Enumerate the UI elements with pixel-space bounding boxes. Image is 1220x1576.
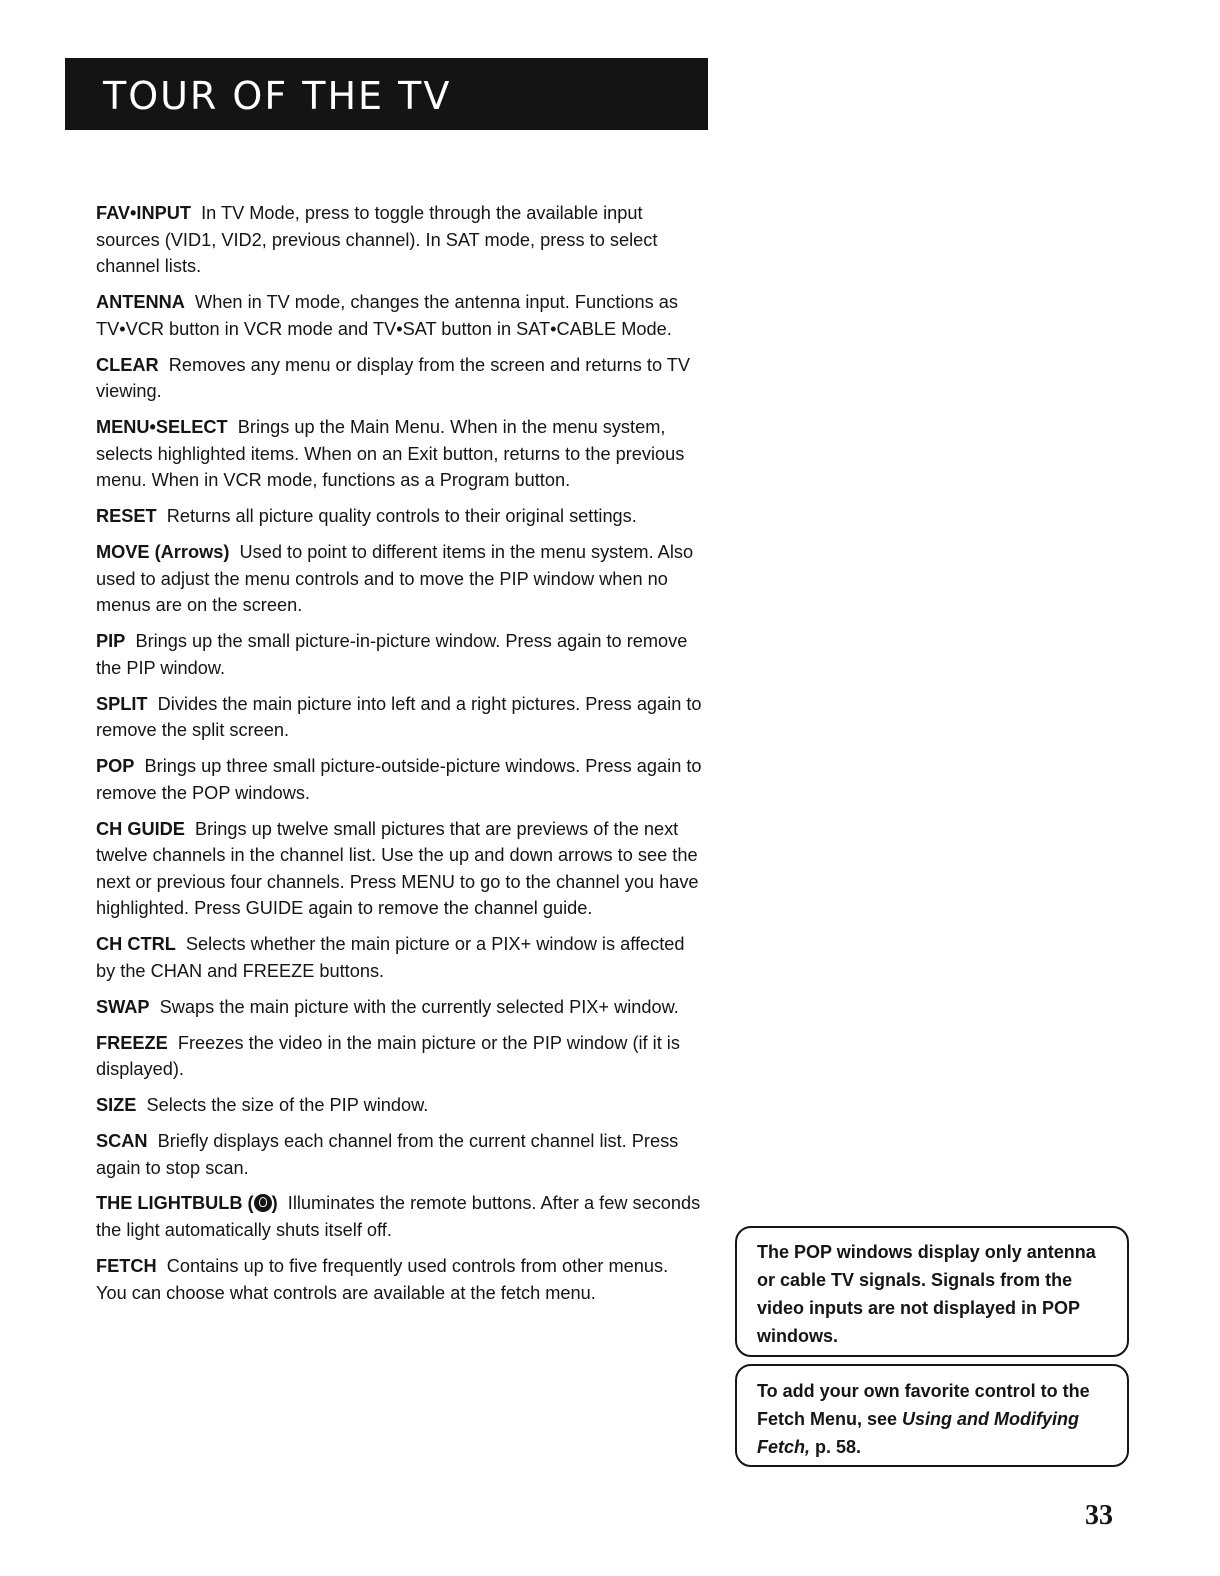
entry-term: ANTENNA [96,292,185,313]
entry-term: MENU•SELECT [96,417,228,438]
entry-text: Brings up the Main Menu. When in the menu system, selects highlighted items. When on an Exit button, returns to the previous menu. When in VCR mode, functions as a Program button. [96,417,685,491]
entry-pip [96,628,702,681]
entry-term-close: ) [271,1193,278,1214]
header-bar [65,58,708,130]
fetch-note-box [735,1364,1129,1467]
entry-text: Brings up the small picture-in-picture window. Press again to remove the PIP window. [96,631,688,678]
entry-text: Used to point to different items in the menu system. Also used to adjust the menu controls and to move the PIP window when no menus are on the screen. [96,542,694,616]
entry-term: SWAP [96,996,150,1017]
entry-term: THE LIGHTBULB ( [96,1193,254,1214]
entry-text: Contains up to five frequently used controls from other menus. You can choose what controls are available at the fetch menu. [96,1255,669,1303]
fetch-note-prefix: To add your own favorite control to the Fetch Menu, see [757,1381,1090,1429]
entry-antenna [96,289,702,342]
entry-text: Brings up twelve small pictures that are previews of the next twelve channels in the channel list. Use the up and down arrows to see the next or previous four channels. Press MENU to go to the channel you have highlighted. Press GUIDE again to remove the channel guide. [96,818,699,919]
entry-move [96,539,702,619]
entry-scan [96,1128,702,1181]
entry-term: FETCH [96,1255,157,1276]
entry-term: SCAN [96,1130,148,1151]
entry-reset [96,503,702,530]
entry-clear [96,352,702,405]
entry-text: Divides the main picture into left and a right pictures. Press again to remove the split screen. [96,693,702,741]
pop-note-box [735,1226,1129,1357]
entry-text: In TV Mode, press to toggle through the available input sources (VID1, VID2, previous channel). In SAT mode, press to select channel lists. [96,203,658,277]
entry-term: SPLIT [96,693,148,714]
entry-term: POP [96,756,135,777]
entry-text: Selects the size of the PIP window. [146,1095,429,1116]
entry-fav-input [96,200,702,280]
entry-split [96,691,702,744]
entry-text: Swaps the main picture with the currently selected PIX+ window. [159,996,679,1017]
entry-term: FAV•INPUT [96,203,191,223]
entry-term: MOVE (Arrows) [96,542,230,563]
entry-term: CLEAR [96,354,159,375]
entry-pop [96,753,702,806]
entry-menu-select [96,414,702,494]
pop-note-text: The POP windows display only antenna or cable TV signals. Signals from the video inputs are not displayed in POP windows. [757,1242,1096,1346]
entry-text: Removes any menu or display from the screen and returns to TV viewing. [96,354,691,402]
entry-lightbulb [96,1190,702,1243]
entry-term: CH GUIDE [96,818,185,839]
entry-text: Briefly displays each channel from the current channel list. Press again to stop scan. [96,1130,679,1178]
entry-text: Freezes the video in the main picture or the PIP window (if it is displayed). [96,1032,680,1080]
entry-term: FREEZE [96,1032,168,1053]
entry-fetch [96,1253,702,1306]
fetch-note-suffix: p. 58. [810,1437,862,1457]
entry-text: Brings up three small picture-outside-picture windows. Press again to remove the POP windows. [96,756,702,803]
fetch-note-reference: Using and Modifying Fetch, [757,1409,1080,1457]
entry-list [96,200,702,1315]
entry-text: When in TV mode, changes the antenna input. Functions as TV•VCR button in VCR mode and TV•SAT button in SAT•CABLE Mode. [96,292,678,339]
lightbulb-icon [254,1194,272,1212]
entry-size [96,1092,702,1119]
page-title: TOUR OF THE TV [103,74,452,118]
entry-text: Selects whether the main picture or a PIX+ window is affected by the CHAN and FREEZE buttons. [96,934,685,981]
entry-term: RESET [96,506,157,527]
entry-ch-guide [96,816,702,922]
entry-freeze [96,1030,702,1083]
entry-term: SIZE [96,1095,137,1116]
entry-term: CH CTRL [96,934,176,955]
entry-ch-ctrl [96,931,702,984]
page-number: 33 [1085,1500,1113,1531]
entry-text: Illuminates the remote buttons. After a few seconds the light automatically shuts itself off. [96,1193,701,1241]
entry-swap [96,994,702,1021]
entry-text: Returns all picture quality controls to their original settings. [166,506,637,527]
entry-term: PIP [96,631,126,652]
